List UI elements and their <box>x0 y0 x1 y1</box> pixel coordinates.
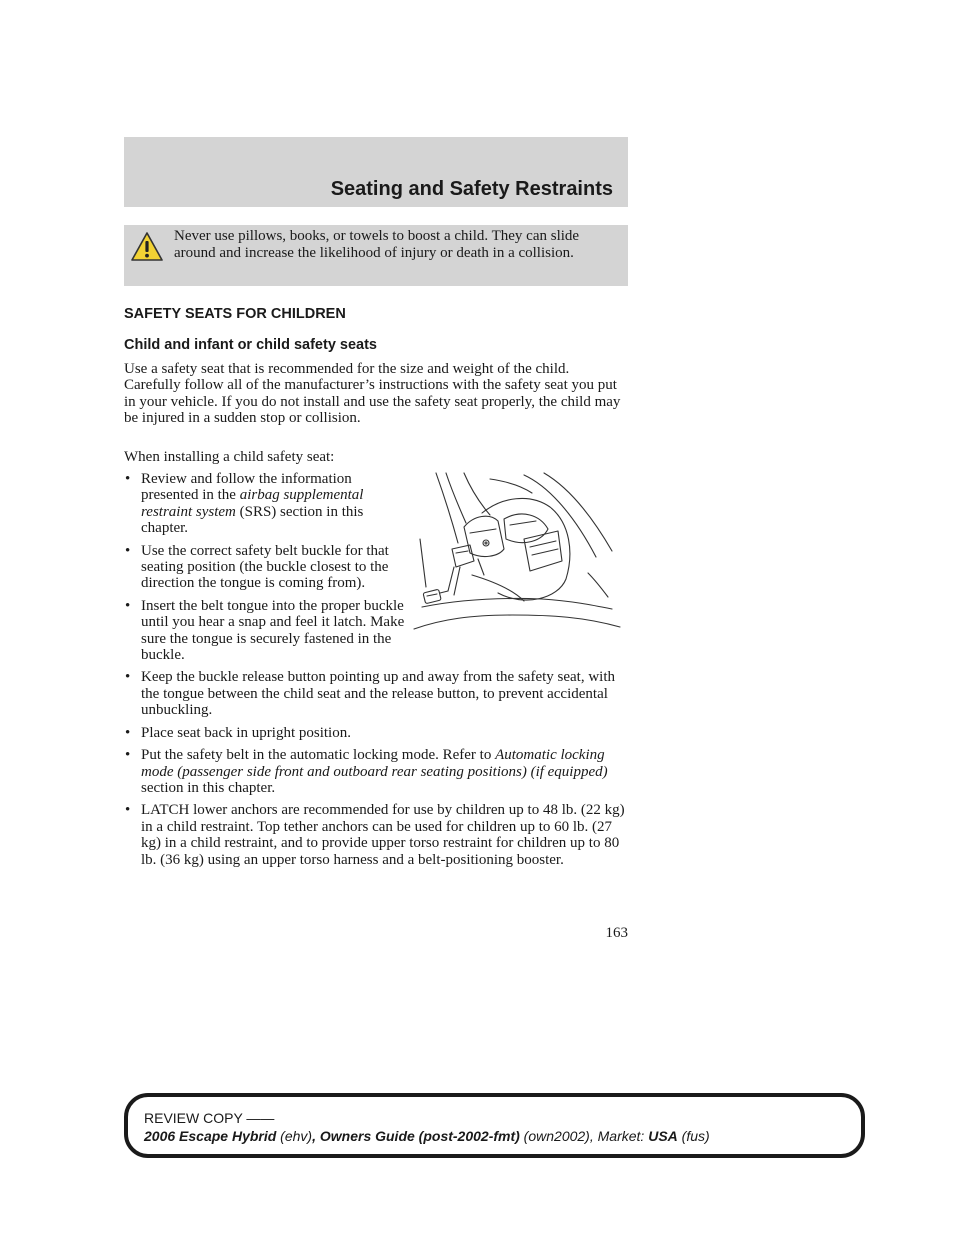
list-item: • Place seat back in upright position. <box>124 725 628 741</box>
locking-mode-reference: Automatic locking mode (passenger side front and outboard rear seating positions) (if equipped) <box>141 747 608 780</box>
subsection-heading: Child and infant or child safety seats <box>124 337 377 353</box>
page-number: 163 <box>605 925 628 941</box>
section-title: Seating and Safety Restraints <box>330 178 613 200</box>
bullet-text: Review and follow the information presented in the <box>141 471 352 504</box>
srs-section-reference: airbag supplemental restraint system <box>141 487 364 520</box>
installation-steps-list <box>124 471 628 874</box>
footer-separator: , <box>312 1128 320 1144</box>
installing-intro: When installing a child safety seat: <box>124 449 335 465</box>
list-item <box>124 471 628 537</box>
list-item: • LATCH lower anchors are recommended for use by children up to 48 lb. (22 kg) in a child restraint. Top tether anchors can be used for children up to 60 lb. (27 kg) in a child restraint, and to provide upper torso restraint for children up to 80 lb. (36 kg) using an upper torso harness and a belt-positioning booster. <box>124 802 628 868</box>
bullet-text: Put the safety belt in the automatic locking mode. Refer to <box>141 747 496 764</box>
bullet-text: (SRS) section in this chapter. <box>141 503 364 537</box>
intro-paragraph: Use a safety seat that is recommended for the size and weight of the child. Carefully follow all of the manufacturer’s instructions with the safety seat you put in your vehicle. If you do not install and use the safety seat properly, the child may be injured in a sudden stop or collision. <box>124 361 621 427</box>
list-item: • Insert the belt tongue into the proper buckle until you hear a snap and feel it latch. Make sure the tongue is securely fastened in the buckle. <box>124 598 628 664</box>
footer-model-code: (ehv) <box>276 1128 313 1144</box>
list-item <box>124 747 628 796</box>
list-item: • Keep the buckle release button pointing up and away from the safety seat, with the tongue between the child seat and the release button, to prevent accidental unbuckling. <box>124 669 628 718</box>
footer-market: USA <box>648 1128 678 1144</box>
footer-document-info <box>144 1127 843 1145</box>
footer-guide: Owners Guide (post-2002-fmt) <box>319 1128 520 1144</box>
bullet-text: section in this chapter. <box>141 779 276 796</box>
warning-triangle-icon <box>130 231 164 263</box>
footer-model: 2006 Escape Hybrid <box>144 1128 277 1144</box>
review-copy-footer <box>124 1093 865 1158</box>
footer-guide-code: (own2002) <box>519 1128 590 1144</box>
footer-market-label: , Market: <box>589 1128 649 1144</box>
warning-box <box>124 225 628 286</box>
footer-review-label: REVIEW COPY —— <box>144 1110 275 1126</box>
footer-market-code: (fus) <box>677 1128 710 1144</box>
section-heading: SAFETY SEATS FOR CHILDREN <box>124 306 346 322</box>
list-item: • Use the correct safety belt buckle for that seating position (the buckle closest to the direction the tongue is coming from). <box>124 543 628 592</box>
warning-text: Never use pillows, books, or towels to boost a child. They can slide around and increase the likelihood of injury or death in a collision. <box>174 228 580 261</box>
section-header-band <box>124 137 628 207</box>
